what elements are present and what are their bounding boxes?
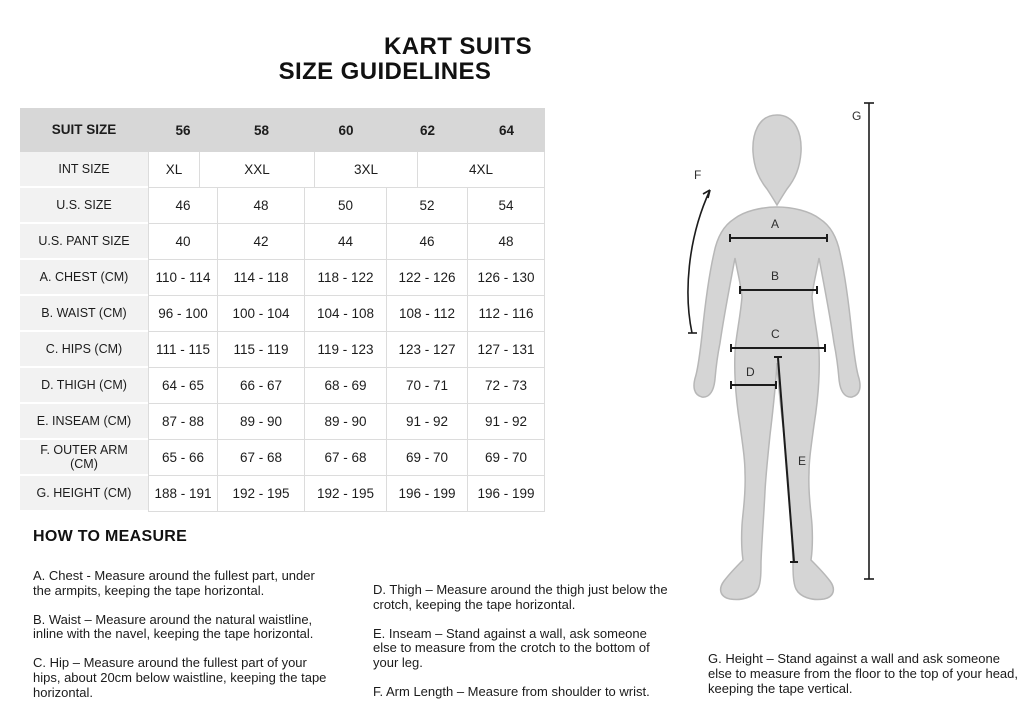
cell-value: 46 <box>387 224 468 260</box>
instruction-chest: A. Chest - Measure around the fullest part, under the armpits, keeping the tape horizontal. <box>33 568 315 598</box>
cell-value: 70 - 71 <box>387 368 468 404</box>
size-table-row <box>20 152 545 188</box>
cell-value: 91 - 92 <box>387 404 468 440</box>
size-table-row <box>20 188 545 224</box>
cell-value: 192 - 195 <box>218 476 305 512</box>
cell-value: 48 <box>468 224 545 260</box>
mannequin-diagram <box>678 95 1024 625</box>
cell-value: 64 - 65 <box>148 368 218 404</box>
instruction-height: G. Height – Stand against a wall and ask someone else to measure from the floor to the top of your head, keeping the tape vertical. <box>708 651 1019 696</box>
cell-value: 67 - 68 <box>305 440 387 476</box>
instruction-hip: C. Hip – Measure around the fullest part of your hips, about 20cm below waistline, keeping the tape horizontal. <box>33 655 327 700</box>
cell-value: 89 - 90 <box>305 404 387 440</box>
cell-value: 115 - 119 <box>218 332 305 368</box>
instruction-waist: B. Waist – Measure around the natural waistline, inline with the navel, keeping the tape horizontal. <box>33 611 314 642</box>
figure-label-inseam: E <box>798 454 807 468</box>
cell-value: 111 - 115 <box>148 332 218 368</box>
row-label: D. THIGH (CM) <box>20 368 148 404</box>
cell-value: 67 - 68 <box>218 440 305 476</box>
cell-value: 42 <box>218 224 305 260</box>
instruction-arm-length: F. Arm Length – Measure from shoulder to wrist. <box>373 684 650 700</box>
cell-value: 114 - 118 <box>218 260 305 296</box>
size-table-row <box>20 332 545 368</box>
cell-value: 46 <box>148 188 218 224</box>
size-table-row <box>20 440 545 476</box>
cell-value: 4XL <box>418 152 545 188</box>
mannequin-body <box>694 207 860 600</box>
cell-value: 104 - 108 <box>305 296 387 332</box>
cell-value: 100 - 104 <box>218 296 305 332</box>
figure-label-hips: C <box>771 327 780 341</box>
cell-value: 69 - 70 <box>387 440 468 476</box>
cell-value: 110 - 114 <box>148 260 218 296</box>
cell-value: 66 - 67 <box>218 368 305 404</box>
row-label: C. HIPS (CM) <box>20 332 148 368</box>
size-table-header-row <box>20 108 545 152</box>
page-title-line1: KART SUITS <box>384 33 532 60</box>
mannequin-head <box>753 115 801 205</box>
size-table-row <box>20 368 545 404</box>
suit-size-header-label: SUIT SIZE <box>20 108 148 152</box>
cell-value: 40 <box>148 224 218 260</box>
size-table-row <box>20 224 545 260</box>
cell-value: 119 - 123 <box>305 332 387 368</box>
measure-instructions-column-3 <box>708 652 1020 710</box>
row-label: B. WAIST (CM) <box>20 296 148 332</box>
size-table-row <box>20 476 545 512</box>
row-label: INT SIZE <box>20 152 148 188</box>
measure-instructions-column-2 <box>373 583 673 714</box>
cell-value: XXL <box>200 152 315 188</box>
suit-size-header-value: 60 <box>305 108 387 152</box>
how-to-measure-heading: HOW TO MEASURE <box>33 528 188 545</box>
figure-label-arm: F <box>694 168 702 182</box>
figure-label-height: G <box>852 109 862 123</box>
instruction-inseam: E. Inseam – Stand against a wall, ask someone else to measure from the crotch to the bottom of your leg. <box>373 625 650 671</box>
suit-size-header-value: 62 <box>387 108 468 152</box>
cell-value: 112 - 116 <box>468 296 545 332</box>
suit-size-header-value: 58 <box>218 108 305 152</box>
cell-value: 50 <box>305 188 387 224</box>
cell-value: 196 - 199 <box>387 476 468 512</box>
cell-value: 89 - 90 <box>218 404 305 440</box>
page-title-line2: SIZE GUIDELINES <box>278 58 492 85</box>
size-table-row <box>20 296 545 332</box>
row-label: A. CHEST (CM) <box>20 260 148 296</box>
cell-value: 96 - 100 <box>148 296 218 332</box>
size-table <box>20 108 545 512</box>
row-label: E. INSEAM (CM) <box>20 404 148 440</box>
cell-value: 65 - 66 <box>148 440 218 476</box>
row-label: U.S. SIZE <box>20 188 148 224</box>
cell-value: 91 - 92 <box>468 404 545 440</box>
size-table-row <box>20 404 545 440</box>
cell-value: 69 - 70 <box>468 440 545 476</box>
measurement-figure <box>678 95 1024 625</box>
row-label: G. HEIGHT (CM) <box>20 476 148 512</box>
cell-value: 123 - 127 <box>387 332 468 368</box>
cell-value: 192 - 195 <box>305 476 387 512</box>
cell-value: XL <box>148 152 200 188</box>
cell-value: 48 <box>218 188 305 224</box>
cell-value: 118 - 122 <box>305 260 387 296</box>
cell-value: 188 - 191 <box>148 476 218 512</box>
suit-size-header-value: 64 <box>468 108 545 152</box>
cell-value: 44 <box>305 224 387 260</box>
cell-value: 68 - 69 <box>305 368 387 404</box>
cell-value: 108 - 112 <box>387 296 468 332</box>
cell-value: 54 <box>468 188 545 224</box>
figure-label-thigh: D <box>746 365 755 379</box>
cell-value: 126 - 130 <box>468 260 545 296</box>
measure-instructions-column-1 <box>33 569 328 715</box>
instruction-thigh: D. Thigh – Measure around the thigh just below the crotch, keeping the tape horizontal. <box>373 582 668 612</box>
cell-value: 72 - 73 <box>468 368 545 404</box>
figure-label-chest: A <box>771 217 780 231</box>
cell-value: 196 - 199 <box>468 476 545 512</box>
cell-value: 3XL <box>315 152 418 188</box>
row-label: F. OUTER ARM (CM) <box>20 440 148 476</box>
cell-value: 87 - 88 <box>148 404 218 440</box>
figure-label-waist: B <box>771 269 780 283</box>
row-label: U.S. PANT SIZE <box>20 224 148 260</box>
cell-value: 52 <box>387 188 468 224</box>
cell-value: 127 - 131 <box>468 332 545 368</box>
cell-value: 122 - 126 <box>387 260 468 296</box>
suit-size-header-value: 56 <box>148 108 218 152</box>
size-table-row <box>20 260 545 296</box>
